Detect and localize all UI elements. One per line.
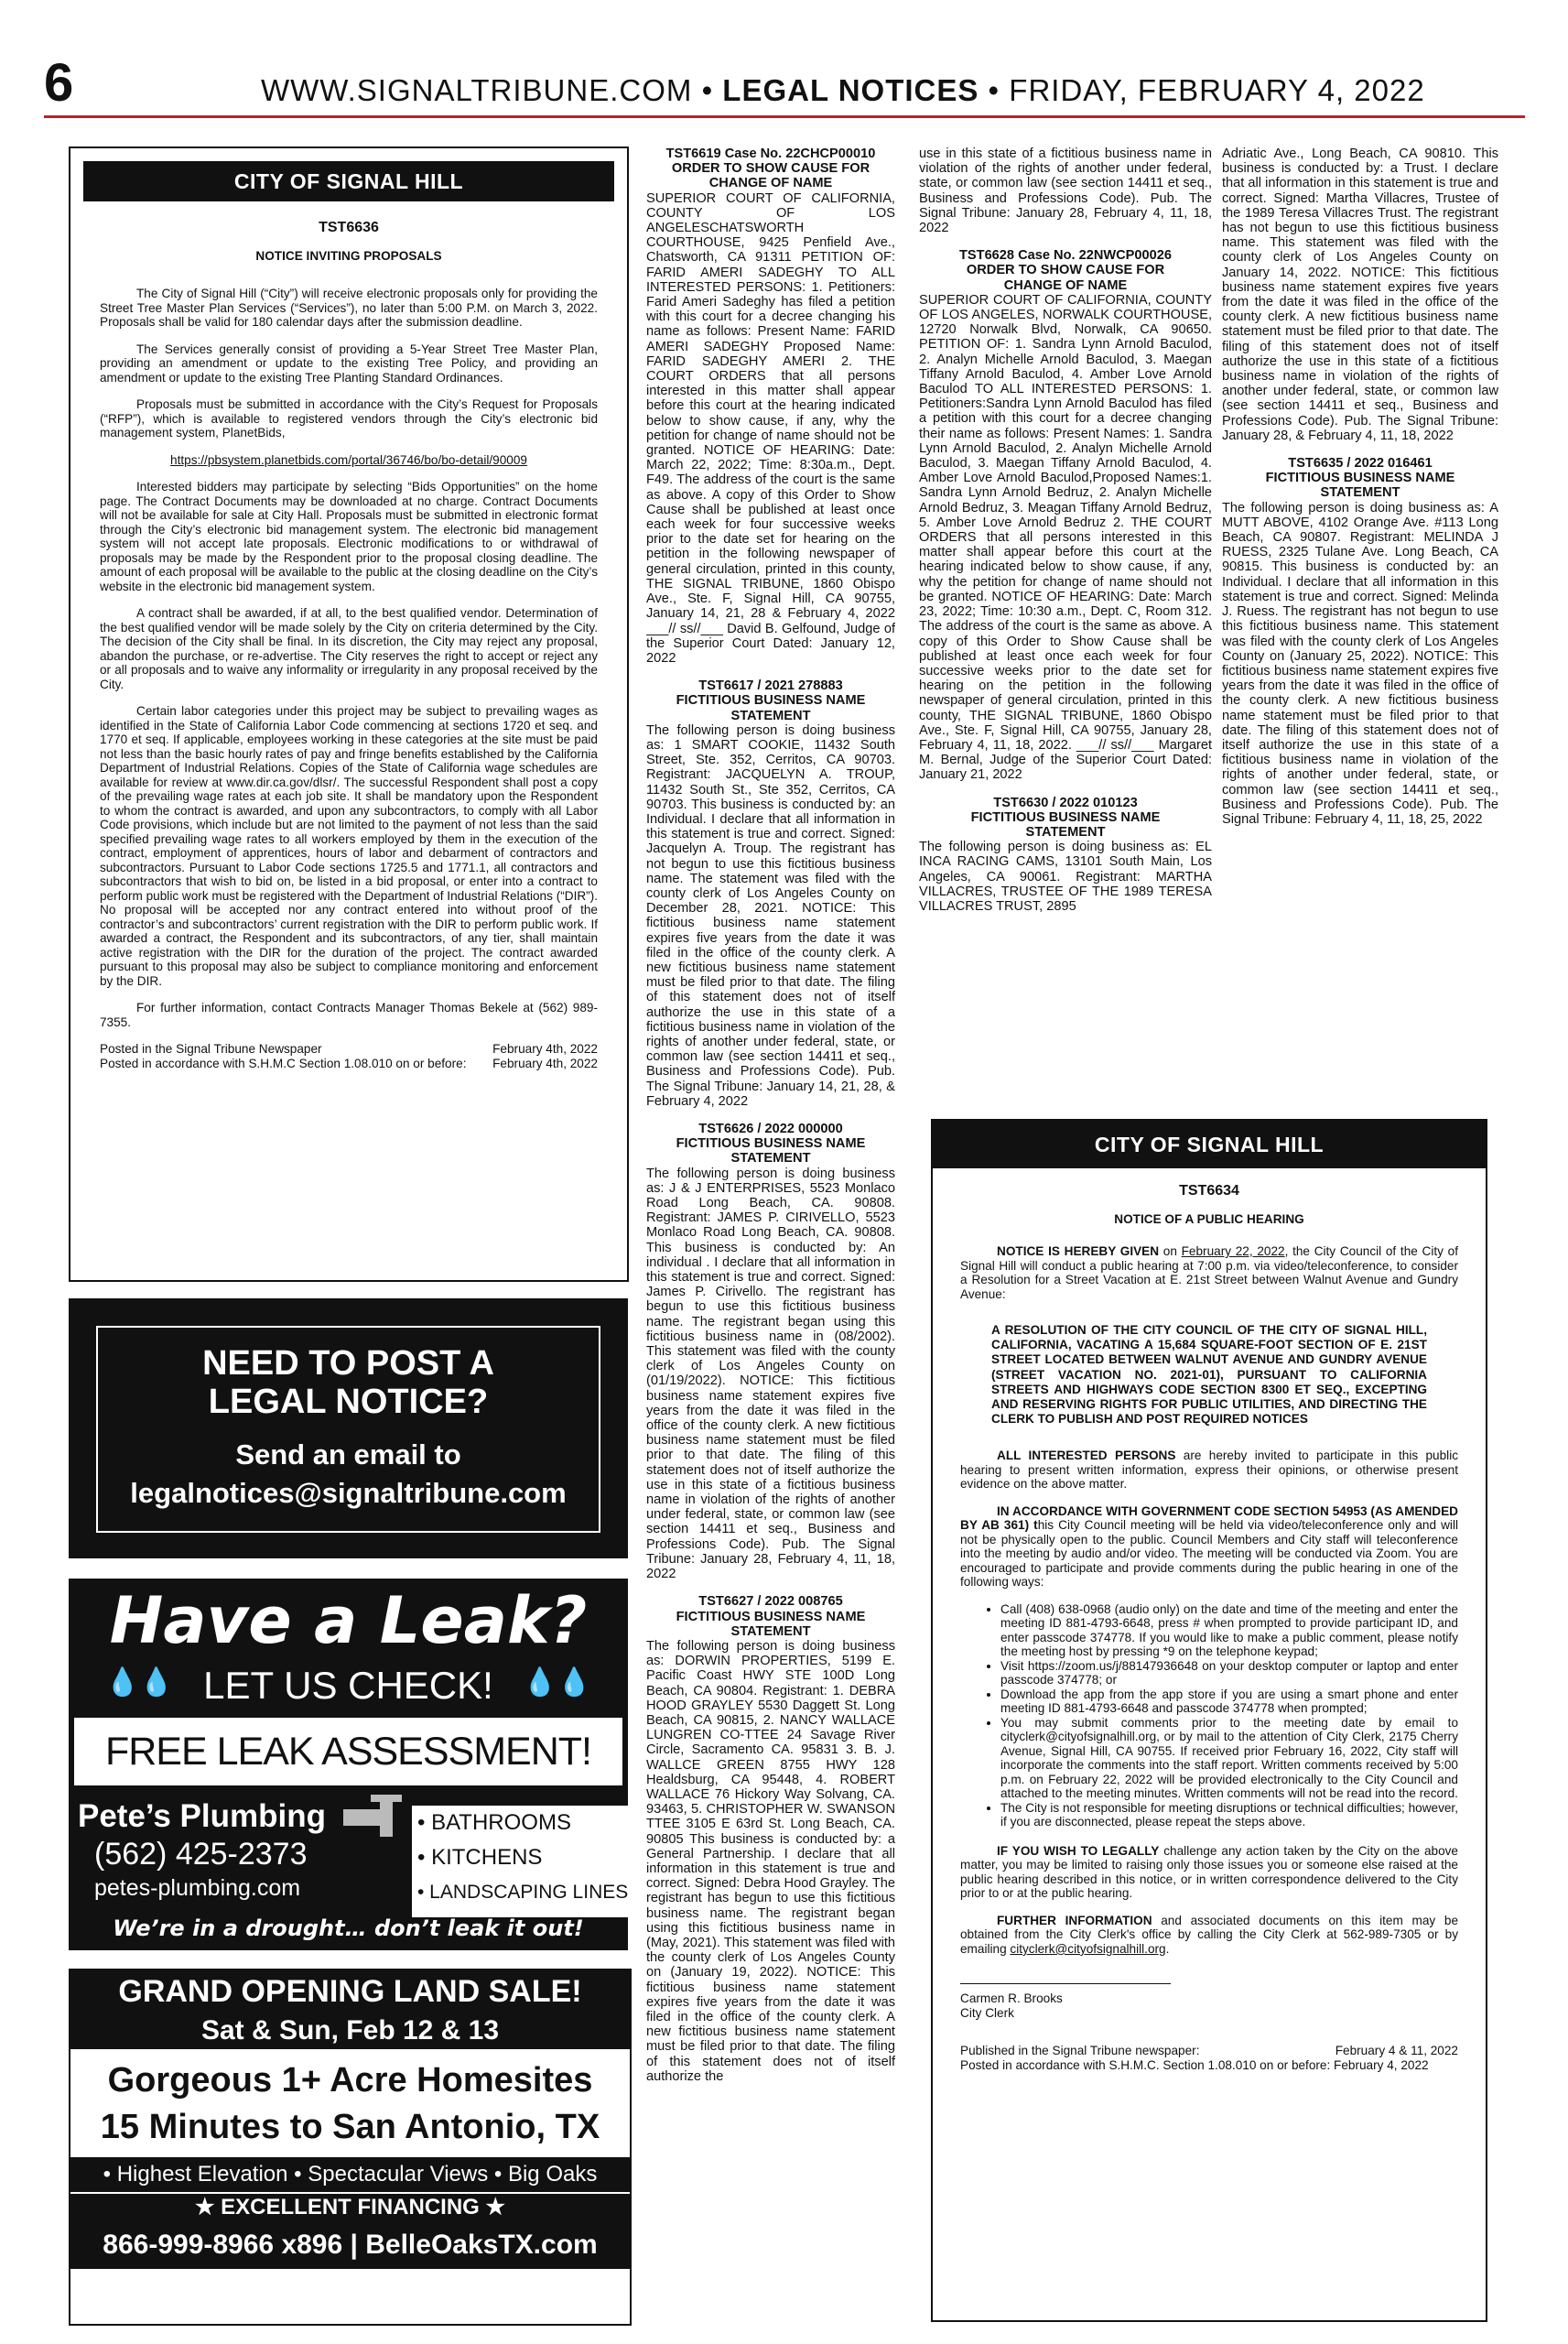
para-5: A contract shall be awarded, if at all, to the best qualified vendor. Determination of the best qualified vendor will be made solely by the City on criteria determined by the City. The decision of the City shall be final. In its discretion, the City may reject any proposal, abandon the purchase, or re-advertise. The City reserves the right to accept or reject any or all proposals and to waive any informality or irregularity in any proposal received by the City.: [100, 606, 598, 691]
column-4: [1222, 146, 1498, 1108]
hearing-p3: [960, 1504, 1458, 1590]
leak-sub: LET US CHECK!: [203, 1664, 493, 1707]
notice-body: [100, 287, 598, 1029]
legal-notice: [646, 1594, 895, 2084]
notice-heading: TST6630 / 2022 010123 FICTITIOUS BUSINESS NAME STATEMENT: [970, 795, 1161, 840]
hearing-p1: [960, 1244, 1458, 1301]
signer-title: City Clerk: [960, 2005, 1014, 2020]
legal-notice: [1222, 146, 1498, 443]
land-line6: ★ EXCELLENT FINANCING ★: [70, 2192, 630, 2221]
participation-list: [960, 1602, 1458, 1829]
plumbing-brand: Pete’s Plumbing: [78, 1798, 326, 1834]
posted-accordance: Posted in accordance with S.H.M.C. Section 1.08.010 on or before: February 4, 2022: [960, 2057, 1429, 2072]
notice-banner: CITY OF SIGNAL HILL: [83, 161, 614, 201]
published-dates: February 4 & 11, 2022: [1335, 2044, 1458, 2058]
published-label: Published in the Signal Tribune newspaper:: [960, 2044, 1200, 2058]
hearing-p5-lead: FURTHER INFORMATION: [997, 1913, 1152, 1927]
hearing-title: NOTICE OF A PUBLIC HEARING: [1114, 1212, 1304, 1226]
hearing-p3-rest: his City Council meeting will be held via video/teleconference only and will not be physically open to the public. Council Members and City staff will teleconference into the meeting by audio and/or video. The meeting will be conducted via Zoom. You are encouraged to participate and provide comments during the public hearing in one of the following ways:: [960, 1518, 1458, 1590]
posted-date-1: February 4th, 2022: [492, 1042, 598, 1056]
notice-text: SUPERIOR COURT OF CALIFORNIA, COUNTY OF LOS ANGELESCHATSWORTH COURTHOUSE, 9425 Penfield Ave., Chatsworth, CA 91311 PETITION OF: FARID AMERI SADEGHY TO ALL INTERESTED PERSONS: 1. Petitioners: Farid Ameri Sadeghy has filed a petition with this court for a decree changing his name as follows: Present Name: FARID AMERI SADEGHY Proposed Name: FARID SADEGHY AMERI 2. THE COURT ORDERS that all persons interested in this matter shall appear before this court at the hearing indicated below to show cause, if any, why the petition for change of name should not be granted. NOTICE OF HEARING: Date: March 22, 2022; Time: 8:30a.m., Dept. F49. The address of the court is the same as above. A copy of this Order to Show Cause shall be published at least once each week for four successive weeks prior to the date set for hearing on the petition in the following newspaper of general circulation, printed in this county, THE SIGNAL TRIBUNE, 1860 Obispo Ave., Ste. F, Signal Hill, CA 90755, January 14, 21, 28 & February 4, 2022 ___// ss//___ David B. Gelfound, Judge of the Superior Court Dated: January 12, 2022: [646, 190, 895, 666]
notice-text: Adriatic Ave., Long Beach, CA 90810. This business is conducted by: a Trust. I declare that all information in this statement is true and correct. Signed: Martha Villacres, Trustee of the 1989 Teresa Villacres Trust. The registrant has not begun to use this fictitious business name. This statement was filed with the county clerk of Los Angeles County on January 14, 2022. NOTICE: This fictitious business name statement expires five years from the date it was filed in the office of the county clerk. A new fictitious business name statement must be filed prior to that date. The filing of this statement does not of itself authorize the use in this state of a fictitious business name in violation of the rights of another under federal, state, or common law (see section 14411 et seq., Business and Professions Code). Pub. The Signal Tribune: January 28, & February 4, 11, 18, 2022: [1222, 146, 1498, 443]
hearing-p5: [960, 1914, 1458, 1957]
hearing-p1-rest: , the City Council of the City of Signal Hill will conduct a public hearing at 7:00 p.m. via video/teleconference, to consider a Resolution for a Street Vacation at E. 21st Street between Walnut Avenue and Gundry Avenue:: [960, 1244, 1458, 1301]
leak-headline: Have a Leak?: [109, 1583, 588, 1658]
participation-email[interactable]: • You may submit comments prior to the meeting date by email to cityclerk@cityofsignalhill.org, or by mail to the attention of City Clerk, 2175 Cherry Avenue, Signal Hill, CA 90755. If received prior February 16, 2022, City staff will incorporate the comments into the staff report. Written comments received by 5:00 p.m. on February 22, 2022 will be provided electronically to the City Council and attached to the meeting minutes. Written comments will not be read into the record.: [1000, 1716, 1458, 1801]
hearing-p3-lead: IN ACCORDANCE WITH GOVERNMENT CODE SECTION 54953 (AS AMENDED BY AB 361) t: [960, 1503, 1458, 1533]
participation-zoom[interactable]: • Visit https://zoom.us/j/88147936648 on your desktop computer or laptop and enter passcode 374778; or: [1000, 1659, 1458, 1687]
column-3: [919, 146, 1212, 1108]
hearing-body: [960, 1244, 1458, 1956]
clerk-email-link[interactable]: cityclerk@cityofsignalhill.org: [1010, 1941, 1166, 1956]
notice-heading: TST6617 / 2021 278883 FICTITIOUS BUSINESS NAME STATEMENT: [676, 678, 866, 723]
land-line5: • Highest Elevation • Spectacular Views • Big Oaks: [70, 2157, 630, 2192]
page-number: 6: [44, 53, 74, 113]
notice-text: The following person is doing business as: A MUTT ABOVE, 4102 Orange Ave. #113 Long Beach, CA 90807. Registrant: MELINDA J RUESS, 2325 Tulane Ave. Long Beach, CA 90815. This business is conducted by: an Individual. I declare that all information in this statement is true and correct. Signed: Melinda J. Ruess. The registrant has not begun to use this fictitious business name. This statement was filed with the county clerk of Los Angeles County on (January 25, 2022). NOTICE: This fictitious business name statement expires five years from the date it was filed in the office of the county clerk. A new fictitious business name statement must be filed prior to that date. The filing of this statement does not of itself authorize the use in this state of a fictitious business name in violation of the rights of another under federal, state, or common law (see section 14411 et seq., Business and Professions Code). Pub. The Signal Tribune: February 4, 11, 18, 25, 2022: [1222, 500, 1498, 827]
notice-heading: TST6627 / 2022 008765 FICTITIOUS BUSINESS NAME STATEMENT: [676, 1594, 866, 1639]
leak-banner-text: FREE LEAK ASSESSMENT!: [104, 1730, 591, 1774]
hearing-p4-rest: challenge any action taken by the City on the above matter, you may be limited to raising only those issues you or someone else raised at the public hearing described in this notice, or in written correspondence delivered to the City prior to or at the public hearing.: [960, 1843, 1458, 1901]
plumbing-services: [412, 1806, 630, 1917]
hearing-p2: [960, 1449, 1458, 1492]
ad-belle-oaks[interactable]: [69, 1969, 632, 2326]
published-row: [960, 2044, 1458, 2058]
leak-banner: [74, 1718, 622, 1785]
notice-heading: TST6628 Case No. 22NWCP00026 ORDER TO SHOW CAUSE FOR CHANGE OF NAME: [959, 248, 1172, 293]
para-7: For further information, contact Contracts Manager Thomas Bekele at (562) 989-7355.: [100, 1001, 598, 1029]
masthead-sep-1: •: [701, 73, 723, 107]
participation-app: • Download the app from the app store if you are using a smart phone and enter meeting ID 881-4793-6648 and passcode 374778 when prompted;: [1000, 1687, 1458, 1716]
legal-notice: [646, 1122, 895, 1581]
hearing-p4-lead: IF YOU WISH TO LEGALLY: [997, 1843, 1160, 1858]
para-1: The City of Signal Hill (“City”) will receive electronic proposals only for providing the Street Tree Master Plan Services (“Services”), no later than 5:00 P.M. on March 3, 2022. Proposals shall be valid for 180 calendar days after the submission deadline.: [100, 287, 598, 329]
resolution-text: A RESOLUTION OF THE CITY COUNCIL OF THE CITY OF SIGNAL HILL, CALIFORNIA, VACATING A 15,684 SQUARE-FOOT SECTION OF E. 21ST STREET LOCATED BETWEEN WALNUT AVENUE AND GUNDRY AVENUE (STREET VACATION NO. 2021-01), PURSUANT TO CALIFORNIA STREETS AND HIGHWAYS CODE SECTION 8300 ET SEQ., EXCEPTING AND RESERVING RIGHTS FOR PUBLIC UTILITIES, AND DIRECTING THE CLERK TO PUBLISH AND POST REQUIRED NOTICES: [991, 1323, 1427, 1427]
para-3: Proposals must be submitted in accordance with the City’s Request for Proposals (“RFP”), which is available to registered vendors through the City’s electronic bid management system, PlanetBids,: [100, 397, 598, 440]
leak-tagline: We’re in a drought… don’t leak it out!: [113, 1915, 584, 1941]
notice-id: TST6636: [319, 220, 379, 235]
hearing-id: TST6634: [1179, 1183, 1239, 1199]
posted-label-2: Posted in accordance with S.H.M.C Section 1.08.010 on or before:: [100, 1056, 467, 1070]
service-bathrooms: • BATHROOMS: [417, 1810, 571, 1835]
legal-notice: [919, 248, 1212, 782]
notice-title: NOTICE INVITING PROPOSALS: [255, 249, 442, 263]
hearing-p5-rest: and associated documents on this item may be obtained from the City Clerk's office by calling the City Clerk at 562-989-7305 or by emailing: [960, 1913, 1458, 1956]
legal-notice: [646, 678, 895, 1109]
plumbing-phone[interactable]: (562) 425-2373: [94, 1837, 308, 1872]
ad-post-line2: LEGAL NOTICE?: [208, 1383, 489, 1421]
ad-post-line3: Send an email to: [235, 1438, 461, 1470]
masthead-section: LEGAL NOTICES: [722, 73, 979, 107]
planetbids-link[interactable]: https://pbsystem.planetbids.com/portal/36746/bo/bo-detail/90009: [170, 452, 527, 467]
plumbing-web[interactable]: petes-plumbing.com: [94, 1875, 301, 1901]
notice-heading: TST6626 / 2022 000000 FICTITIOUS BUSINESS NAME STATEMENT: [676, 1122, 866, 1167]
ad-post-line1: NEED TO POST A: [202, 1344, 494, 1383]
para-4: Interested bidders may participate by selecting “Bids Opportunities” on the home page. The Contract Documents may be downloaded at no charge. Contract Documents will not be available for sale at City Hall. Proposals must be submitted in electronic format through the City’s electronic bid management system. The electronic bid management system will not accept late proposals. Electronic modifications to or withdrawal of proposals may be made by the Respondent prior to the proposal closing deadline. The amount of each proposal will be available to the public at the closing deadline on the City’s website in the electronic bid management system.: [100, 480, 598, 593]
notice-text: The following person is doing business as: J & J ENTERPRISES, 5523 Monlaco Road Long Beach, CA. 90808. Registrant: JAMES P. CIRIVELLO, 5523 Monlaco Road Long Beach, CA. 90808. This business is conducted by: An individual . I declare that all information in this statement is true and correct. Signed: James P. Cirivello. The registrant has begun to use this fictitious business name. The registrant began using this fictitious business name in (08/2002). This statement was filed with the county clerk of Los Angeles County on (01/19/2022). NOTICE: This fictitious business name statement expires five years from the date it was filed in the office of the county clerk. A new fictitious business name statement must be filed prior to that date. The filing of this statement does not of itself authorize the use in this state of a fictitious business name in violation of the rights of another under federal, state, or common law (see section 14411 et seq., Business and Professions Code). Pub. The Signal Tribune: January 28, February 4, 11, 18, 2022: [646, 1166, 895, 1582]
header-rule: [44, 115, 1525, 118]
masthead: [261, 73, 1425, 108]
hearing-date: February 22, 2022: [1181, 1244, 1285, 1258]
notice-public-hearing: [931, 1119, 1487, 2322]
notice-text: The following person is doing business as: DORWIN PROPERTIES, 5199 E. Pacific Coast HWY STE 100D Long Beach, CA 90804. Registrant: 1. DEBRA HOOD GRAYLEY 5530 Daggett St. Long Beach, CA 90815, 2. NANCY WALLACE LUNGREN CO-TTEE 24 Savage River Circle, Sacramento CA. 95831 3. B. J. WALLCE GREEN 8755 HWY 128 Healdsburg, CA 95448, 4. ROBERT WALLACE 76 Hickory Way Solvang, CA. 93463, 5. CHRISTOPHER W. SWANSON TTEE 3105 E 63rd St. Long Beach, CA. 90805 This business is conducted by: a General Partnership. I declare that all information in this statement is true and correct. Signed: Debra Hood Grayley. The registrant has begun to use this fictitious business name. The registrant began using this fictitious business name in (May, 2021). This statement was filed with the county clerk of Los Angeles County on (January 19, 2022). NOTICE: This fictitious business name statement expires five years from the date it was filed in the office of the county clerk. A new fictitious business name statement must be filed prior to that date. The filing of this statement does not of itself authorize the: [646, 1638, 895, 2084]
masthead-site[interactable]: WWW.SIGNALTRIBUNE.COM: [261, 73, 693, 107]
hearing-p1-lead: NOTICE IS HEREBY GIVEN: [997, 1244, 1160, 1258]
hearing-p4: [960, 1844, 1458, 1901]
land-line4: 15 Minutes to San Antonio, TX: [100, 2108, 600, 2146]
hearing-p5-end: .: [1165, 1941, 1170, 1956]
notice-text: The following person is doing business as: EL INCA RACING CAMS, 13101 South Main, Los Angeles, CA 90061. Registrant: MARTHA VILLACRES, TRUSTEE OF THE 1989 TERESA VILLACRES TRUST, 2895: [919, 840, 1212, 914]
land-line2: Sat & Sun, Feb 12 & 13: [70, 2013, 630, 2049]
notice-text: SUPERIOR COURT OF CALIFORNIA, COUNTY OF LOS ANGELES, NORWALK COURTHOUSE, 12720 Norwalk Blvd, Norwalk, CA 90650. PETITION OF: 1. Sandra Lynn Arnold Baculod, 2. Analyn Michelle Arnold Baculod, 3. Maegan Tiffany Arnold Baculod, 4. Amber Love Arnold Baculod TO ALL INTERESTED PERSONS: 1. Petitioners:Sandra Lynn Arnold Baculod has filed a petition with this court for a decree changing their name as follows: Present Names: 1. Sandra Lynn Arnold Baculod, 2. Analyn Michelle Arnold Baculod, 3. Maegan Tiffany Arnold Baculod, 4. Amber Love Arnold Baculod,Proposed Names:1. Sandra Lynn Arnold Bedruz, 2. Analyn Michelle Arnold Bedruz, 3. Meagan Tiffany Arnold Bedruz, 5. Amber Love Arnold Bedruz 2. THE COURT ORDERS that all persons interested in this matter shall appear before this court at the hearing indicated below to show cause, if any, why the petition for change of name should not be granted. NOTICE OF HEARING: Date: March 23, 2022; Time: 10:30 a.m., Dept. C, Room 312. The address of the court is the same as above. A copy of this Order to Show Cause shall be published at least once each week for four successive weeks prior to the date set for hearing on the petition in the following newspaper of general circulation, printed in this county, THE SIGNAL TRIBUNE, 1860 Obispo Ave., Ste. F, Signal Hill, CA 90755, January 28, February 4, 11, 18, 2022. ___// ss//___ Margaret M. Bernal, Judge of the Superior Court Dated: January 21, 2022: [919, 292, 1212, 783]
legal-notice: [646, 146, 895, 666]
masthead-date: FRIDAY, FEBRUARY 4, 2022: [1009, 73, 1425, 107]
hearing-banner: CITY OF SIGNAL HILL: [933, 1121, 1486, 1168]
service-landscaping: • LANDSCAPING LINES: [417, 1882, 629, 1903]
notice-text: The following person is doing business as: 1 SMART COOKIE, 11432 South Street, Ste. 352, Cerritos, CA 90703. Registrant: JACQUELYN A. TROUP, 11432 South St., Ste 352, Cerritos, CA 90703. This business is conducted by: an Individual. I declare that all information in this statement is true and correct. Signed: Jacquelyn A. Troup. The registrant has not begun to use this fictitious business name. The statement was filed with the county clerk of Los Angeles County on December 28, 2021. NOTICE: This fictitious business name statement expires five years from the date it was filed in the office of the county clerk. A new fictitious business name statement must be filed prior to that date. The filing of this statement does not of itself authorize the use in this state of a fictitious business name in violation of the rights of another under federal, state, or common law (see section 14411 et seq., Business and Professions Code). Pub. The Signal Tribune: January 14, 21, 28, & February 4, 2022: [646, 722, 895, 1109]
posted-row-2: [100, 1057, 598, 1071]
land-line1: GRAND OPENING LAND SALE!: [70, 1970, 630, 2013]
column-2: [646, 146, 895, 2326]
signature-line: [960, 1983, 1171, 1984]
ad-petes-plumbing[interactable]: [69, 1579, 628, 1950]
para-6: Certain labor categories under this project may be subject to prevailing wages as identified in the State of California Labor Code commencing at sections 1720 et seq. and 1770 et seq. If applicable, employees working in these categories at the site must be paid not less than the basic hourly rates of pay and fringe benefits established by the California Department of Industrial Relations. Copies of the State of California wage schedules are available for review at www.dir.ca.gov/dlsr/. The successful Respondent shall post a copy of the prevailing wage rates at each job site. It shall be mandatory upon the Respondent to whom the contract is awarded, and upon any subcontractors, to comply with all Labor Code provisions, which include but are not limited to the payment of not less than the said specified prevailing wage rates to all workers employed by them in the execution of the contract, employment of apprentices, hours of labor and debarment of contractors and subcontractors. Pursuant to Labor Code sections 1725.5 and 1771.1, all contractors and subcontractors that wish to bid on, be listed in a bid proposal, or enter into a contract to perform public work must be registered with the Department of Industrial Relations (“DIR”). No proposal will be accepted nor any contract entered into without proof of the contractor’s and subcontractors’ current registration with the DIR to perform public work. If awarded a contract, the Respondent and its subcontractors, of any tier, shall maintain active registration with the DIR for the duration of the project. The contract awarded pursuant to this proposal may also be subject to compliance monitoring and enforcement by the DIR.: [100, 704, 598, 988]
participation-disclaimer: • The City is not responsible for meeting disruptions or technical difficulties; however, if you are disconnected, please repeat the steps above.: [1000, 1801, 1458, 1829]
signer-name: Carmen R. Brooks: [960, 1991, 1063, 2006]
legal-notice: [919, 146, 1212, 235]
service-kitchens: • KITCHENS: [417, 1845, 543, 1870]
land-line3: Gorgeous 1+ Acre Homesites: [107, 2061, 593, 2100]
notice-proposals: [69, 146, 629, 1282]
participation-call: • Call (408) 638-0968 (audio only) on the date and time of the meeting and enter the meeting ID 881-4793-6648, press # when prompted to provide participant ID, and enter passcode 374778. If you would like to make a public comment, please notify the meeting host by pressing *9 on the telephone keypad;: [1000, 1602, 1458, 1659]
para-2: The Services generally consist of providing a 5-Year Street Tree Master Plan, providing an amendment or update to the existing Tree Policy, and providing an amendment or update to the existing Tree Planting Standard Ordinances.: [100, 342, 598, 385]
notice-heading: TST6619 Case No. 22CHCP00010 ORDER TO SHOW CAUSE FOR CHANGE OF NAME: [665, 146, 876, 191]
ad-post-email[interactable]: legalnotices@signaltribune.com: [130, 1477, 567, 1509]
hearing-p1-on: on: [1159, 1244, 1182, 1258]
drops-right: 💧💧: [523, 1667, 591, 1698]
legal-notice: [919, 796, 1212, 915]
hearing-p2-lead: ALL INTERESTED PERSONS: [997, 1449, 1176, 1463]
masthead-sep-2: •: [988, 73, 1010, 107]
posted-date-2: February 4th, 2022: [492, 1056, 598, 1070]
notice-heading: TST6635 / 2022 016461 FICTITIOUS BUSINESS NAME STATEMENT: [1265, 456, 1455, 501]
hearing-p2-rest: are hereby invited to participate in this public hearing to present written information, express their opinions, or otherwise present evidence on the above matter.: [960, 1449, 1459, 1492]
legal-notice: [1222, 456, 1498, 827]
notice-text: use in this state of a fictitious business name in violation of the rights of another under federal, state, or common law (see section 14411 et seq., Business and Professions Code). Pub. The Signal Tribune: January 28, February 4, 11, 18, 2022: [919, 146, 1212, 236]
land-line7[interactable]: 866-999-8966 x896 | BelleOaksTX.com: [70, 2221, 630, 2269]
posted-row-1: [100, 1042, 598, 1057]
posted-label-1: Posted in the Signal Tribune Newspaper: [100, 1042, 322, 1056]
drops-left: 💧💧: [105, 1667, 174, 1698]
ad-post-legal-notice[interactable]: [69, 1298, 628, 1558]
